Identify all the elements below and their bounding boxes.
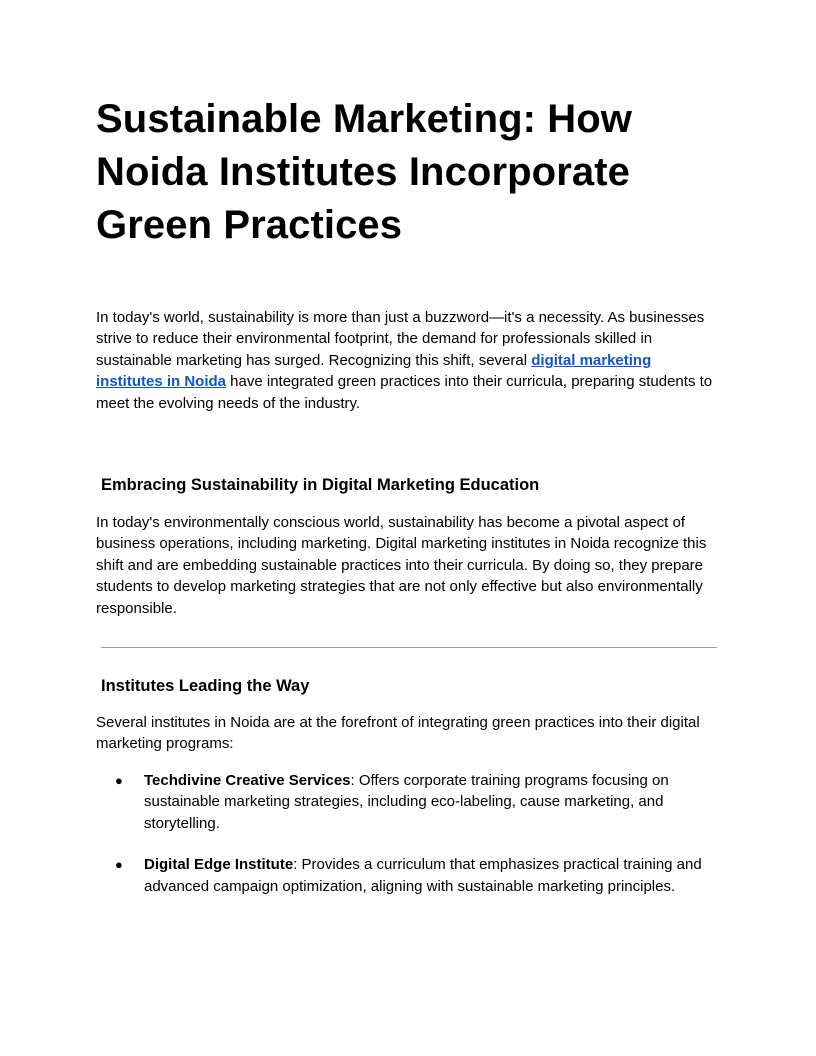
list-item bbox=[96, 854, 721, 897]
intro-text-after-link: have integrated green practices into their curricula, preparing students to meet the evolving needs of the industry. bbox=[96, 373, 713, 412]
intro-text-before-link: In today's world, sustainability is more than just a buzzword—it's a necessity. As businesses strive to reduce their environmental footprint, the demand for professionals skilled in sustainable marketing has surged. Recognizing this shift, several bbox=[96, 309, 705, 369]
institutes-list bbox=[96, 770, 721, 917]
bullet-icon: ● bbox=[115, 773, 123, 788]
page-title: Sustainable Marketing: How Noida Institutes Incorporate Green Practices bbox=[96, 97, 633, 247]
section-body-embracing: In today's environmentally conscious world, sustainability has become a pivotal aspect of business operations, including marketing. Digital marketing institutes in Noida recognize this shift and are embedding sustainable practices into their curricula. By doing so, they prepare students to develop marketing strategies that are not only effective but also environmentally responsible. bbox=[96, 514, 707, 617]
institute-description: : Provides a curriculum that emphasizes practical training and advanced campaign optimization, aligning with sustainable marketing principles. bbox=[144, 856, 702, 895]
section-heading-institutes: Institutes Leading the Way bbox=[101, 677, 310, 695]
horizontal-divider bbox=[101, 647, 717, 648]
intro-paragraph bbox=[96, 307, 721, 414]
institute-name: Techdivine Creative Services bbox=[144, 772, 351, 789]
institute-description: : Offers corporate training programs focusing on sustainable marketing strategies, including eco-labeling, cause marketing, and storytelling. bbox=[144, 772, 669, 832]
bullet-icon: ● bbox=[115, 857, 123, 873]
digital-marketing-institutes-link[interactable]: digital marketing institutes in Noida bbox=[96, 351, 652, 391]
institute-name: Digital Edge Institute bbox=[144, 856, 294, 874]
section-heading-embracing: Embracing Sustainability in Digital Marketing Education bbox=[101, 476, 540, 494]
list-item bbox=[96, 770, 721, 834]
section-body-institutes: Several institutes in Noida are at the forefront of integrating green practices into their digital marketing programs: bbox=[96, 714, 700, 753]
